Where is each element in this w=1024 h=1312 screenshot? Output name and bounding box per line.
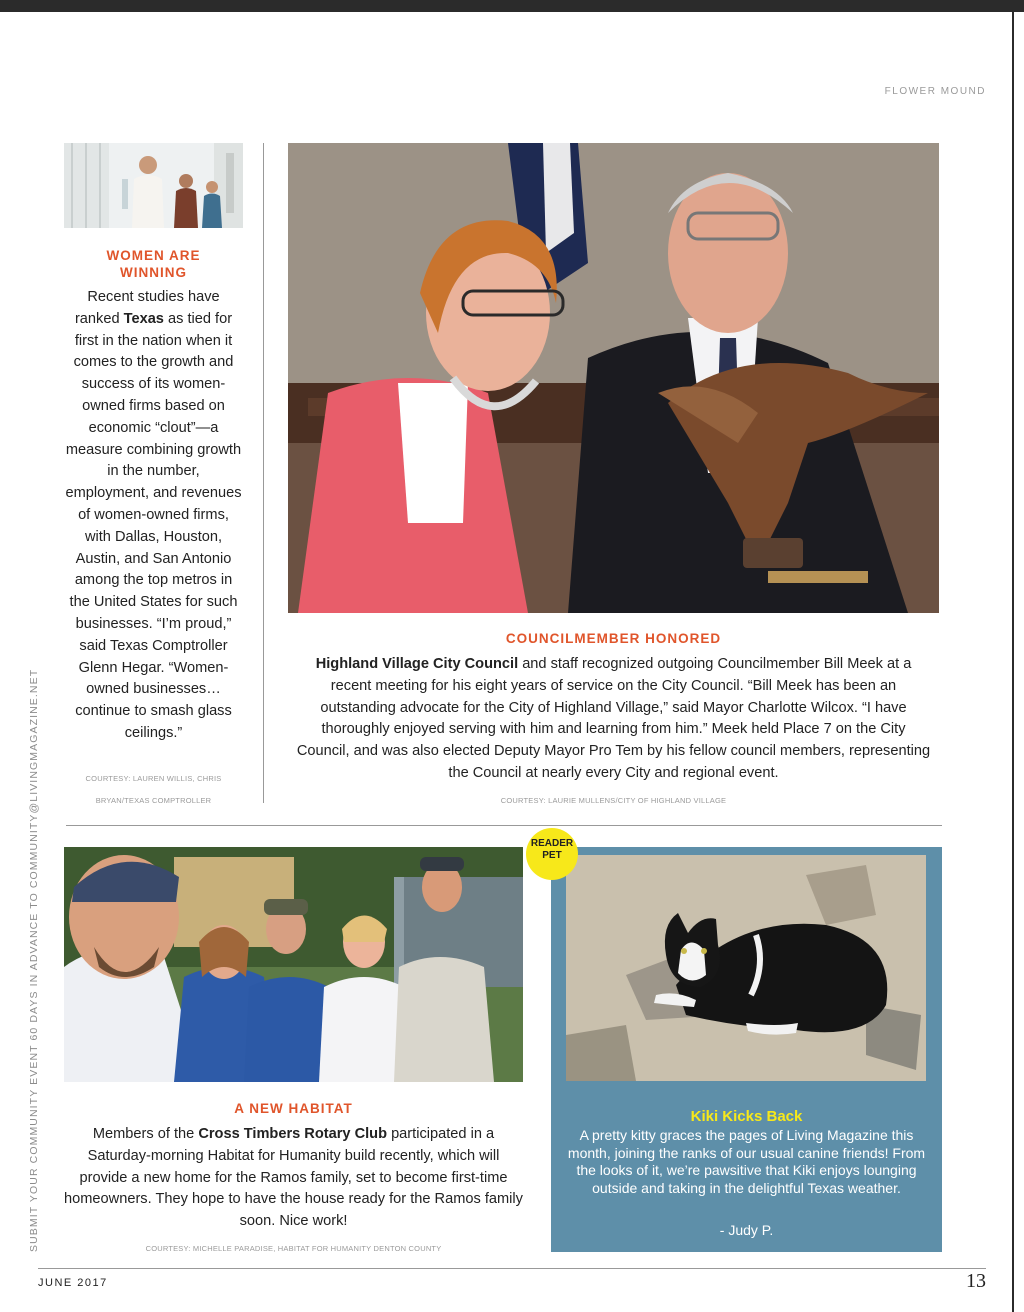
habitat-body-text: Members of the [92,1126,199,1142]
section-divider [66,825,942,826]
page-number: 13 [966,1270,986,1292]
women-photo [64,143,243,228]
pet-signature: - Judy P. [719,1222,774,1238]
women-credit: COURTESY: LAUREN WILLIS, CHRIS BRYAN/TEXAS COMPTROLLER [85,774,222,805]
footer-rule [38,1268,986,1269]
habitat-body-text-2: participated in a Saturday-morning Habitat for Humanity build recently, which will provide a new home for the Ramos family, set to become first-time homeowners. They hope to have the house ready for the Ramos family soon. Nice work! [64,1126,523,1230]
habitat-headline: A NEW HABITAT [234,1101,353,1116]
issue-date: JUNE 2017 [38,1277,108,1289]
top-bar [0,0,1024,12]
women-body-text: Recent studies have ranked [74,289,220,327]
pet-title: Kiki Kicks Back [690,1108,803,1125]
council-headline: COUNCILMEMBER HONORED [505,631,722,646]
women-headline [64,247,243,281]
habitat-credit: COURTESY: MICHELLE PARADISE, HABITAT FOR HUMANITY DENTON COUNTY [145,1244,442,1253]
pet-photo [566,855,926,1081]
council-body [296,654,931,785]
habitat-photo [64,847,523,1082]
reader-pet-badge [526,828,578,880]
council-body-bold: Highland Village City Council [315,656,519,672]
habitat-body-bold: Cross Timbers Rotary Club [198,1126,388,1142]
right-edge-rule [1012,12,1014,1312]
council-body-text: and staff recognized outgoing Councilmember Bill Meek at a recent meeting for his eight years of service on the City Council. “Bill Meek has been an outstanding advocate for the City of Highland Village,” said Mayor Charlotte Wilcox. “I have thoroughly enjoyed serving with him and learning from him.” Meek held Place 7 on the City Council, and was also elected Deputy Mayor Pro Tem by his fellow council members, representing the Council at nearly every City and regional event. [296,656,931,781]
submission-note: SUBMIT YOUR COMMUNITY EVENT 60 DAYS IN ADVANCE TO COMMUNITY@LIVINGMAGAZINE.NET [28,668,40,1252]
women-body-text-2: as tied for first in the nation when it comes to the growth and success of its women-owned firms based on economic “clout”—a measure combining growth in the number, employment, and revenues of women-owned firms, with Dallas, Houston, Austin, and San Antonio among the top metros in the United States for such businesses. “I’m proud,” said Texas Comptroller Glenn Hegar. “Women-owned businesses… continue to smash glass ceilings.” [65,310,242,741]
council-credit: COURTESY: LAURIE MULLENS/CITY OF HIGHLAND VILLAGE [500,796,727,805]
section-label: FLOWER MOUND [884,86,986,97]
badge-line1: READER [530,838,574,849]
council-photo [288,143,939,613]
women-headline-line2: WINNING [120,265,187,280]
pet-body: A pretty kitty graces the pages of Living Magazine this month, joining the ranks of our usual canine friends! From the looks of it, we’re pawsitive that Kiki enjoys lounging outside and taking in the delightful Texas weather. [567,1127,926,1196]
women-body [64,287,243,745]
badge-line2: PET [542,850,562,861]
column-divider [263,143,264,803]
women-headline-line1: WOMEN ARE [106,248,201,263]
habitat-body [64,1124,523,1233]
women-body-bold: Texas [123,310,164,327]
